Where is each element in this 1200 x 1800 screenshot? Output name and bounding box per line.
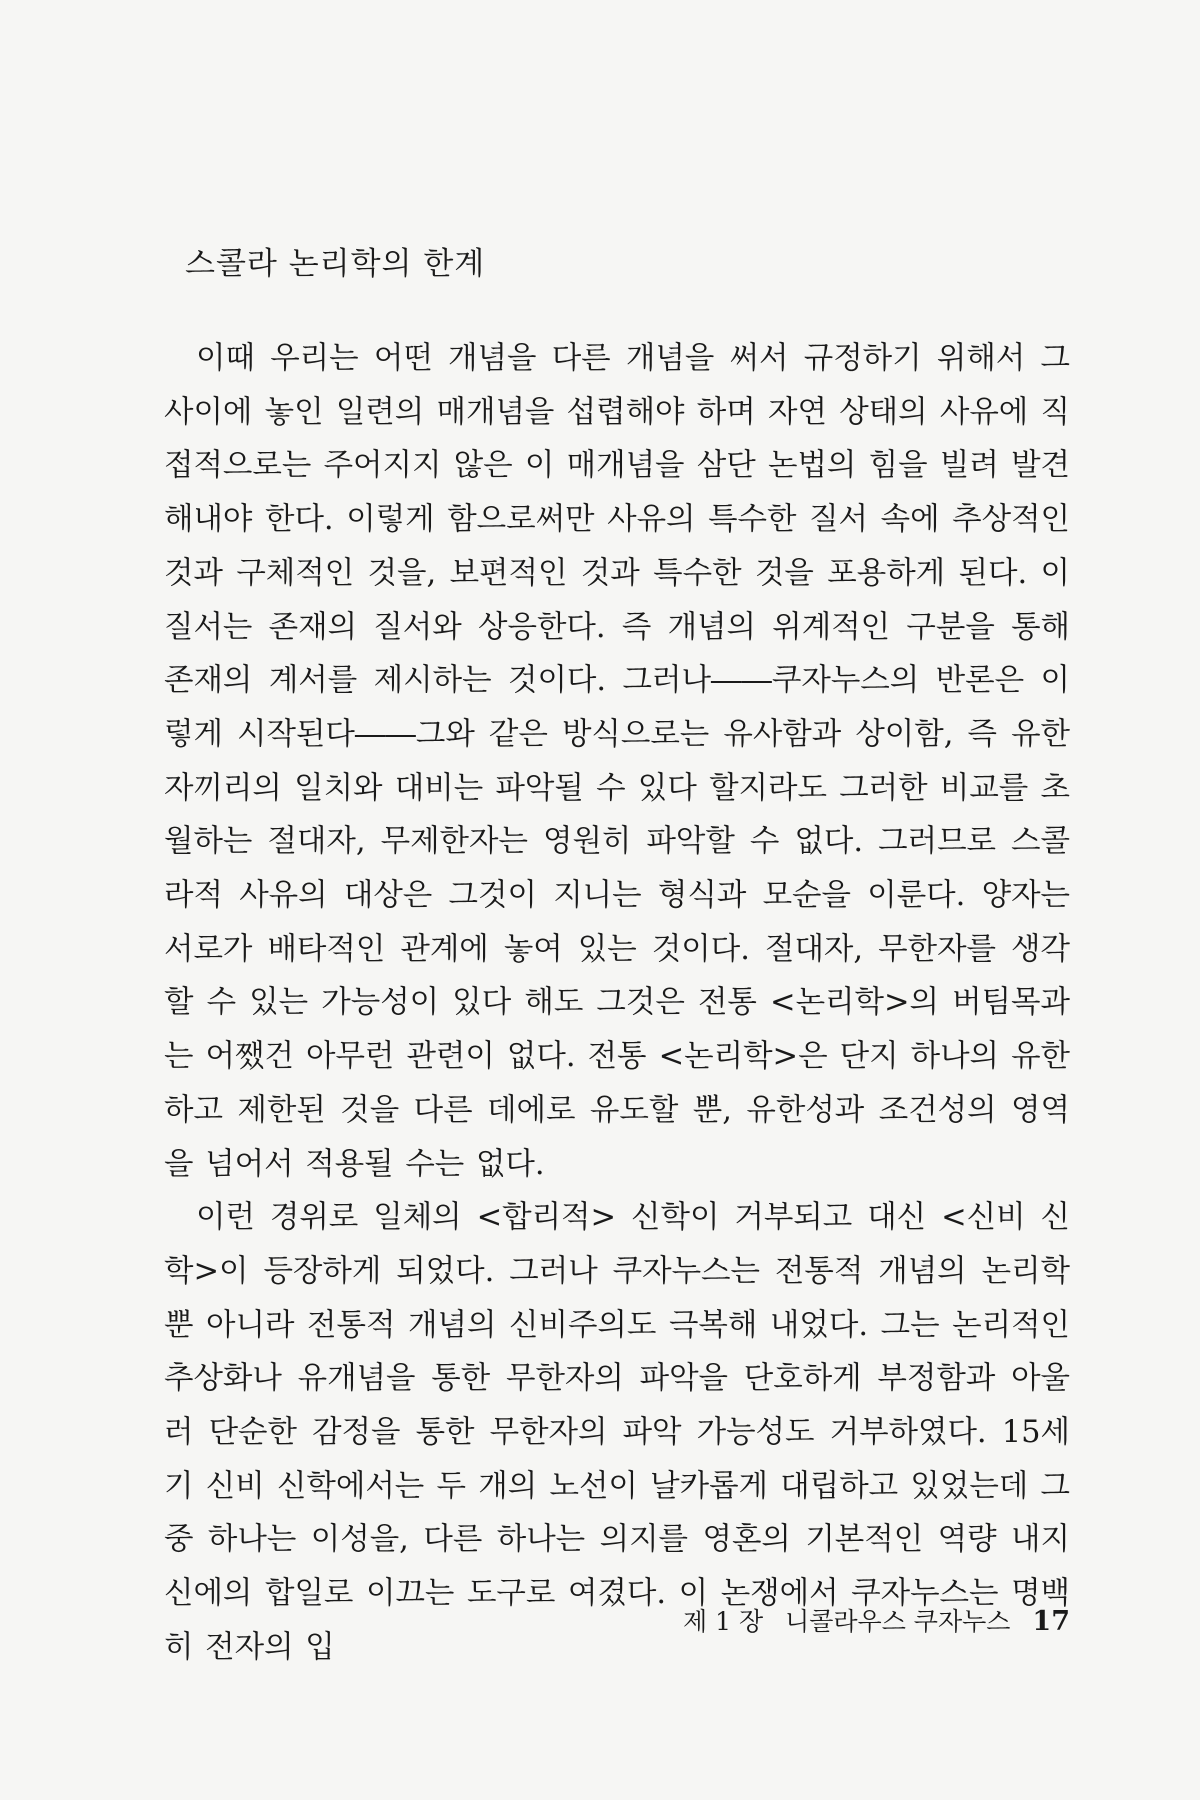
chapter-title: 니콜라우스 쿠자누스 <box>785 1607 1011 1636</box>
page-footer <box>645 1602 1070 1638</box>
paragraph-1: 이때 우리는 어떤 개념을 다른 개념을 써서 규정하기 위해서 그 사이에 놓인 일련의 매개념을 섭렵해야 하며 자연 상태의 사유에 직접적으로는 주어지지 않은 이 매개념을 삼단 논법의 힘을 빌려 발견해내야 한다. 이렇게 함으로써만 사유의 특수한 질서 속에 추상적인 것과 구체적인 것을, 보편적인 것과 특수한 것을 포용하게 된다. 이 질서는 존재의 질서와 상응한다. 즉 개념의 위계적인 구분을 통해 존재의 계서를 제시하는 것이다. 그러나――쿠자누스의 반론은 이렇게 시작된다――그와 같은 방식으로는 유사함과 상이함, 즉 유한자끼리의 일치와 대비는 파악될 수 있다 할지라도 그러한 비교를 초월하는 절대자, 무제한자는 영원히 파악할 수 없다. 그러므로 스콜라적 사유의 대상은 그것이 지니는 형식과 모순을 이룬다. 양자는 서로가 배타적인 관계에 놓여 있는 것이다. 절대자, 무한자를 생각할 수 있는 가능성이 있다 해도 그것은 전통 <논리학>의 버팀목과는 어쨌건 아무런 관련이 없다. 전통 <논리학>은 단지 하나의 유한하고 제한된 것을 다른 데에로 유도할 뿐, 유한성과 조건성의 영역을 넘어서 적용될 수는 없다. <box>164 341 1070 1182</box>
page-number: 17 <box>1032 1606 1070 1637</box>
section-title: 스콜라 논리학의 한계 <box>185 246 486 282</box>
body-text <box>164 332 1070 1675</box>
chapter-label: 제 1 장 <box>683 1607 764 1636</box>
paragraph-2: 이런 경위로 일체의 <합리적> 신학이 거부되고 대신 <신비 신학>이 등장하게 되었다. 그러나 쿠자누스는 전통적 개념의 논리학뿐 아니라 전통적 개념의 신비주의도 극복해 내었다. 그는 논리적인 추상화나 유개념을 통한 무한자의 파악을 단호하게 부정함과 아울러 단순한 감정을 통한 무한자의 파악 가능성도 거부하였다. 15세기 신비 신학에서는 두 개의 노선이 날카롭게 대립하고 있었는데 그 중 하나는 이성을, 다른 하나는 의지를 영혼의 기본적인 역량 내지 신에의 합일로 이끄는 도구로 여겼다. 이 논쟁에서 쿠자누스는 명백히 전자의 입 <box>164 1200 1070 1665</box>
